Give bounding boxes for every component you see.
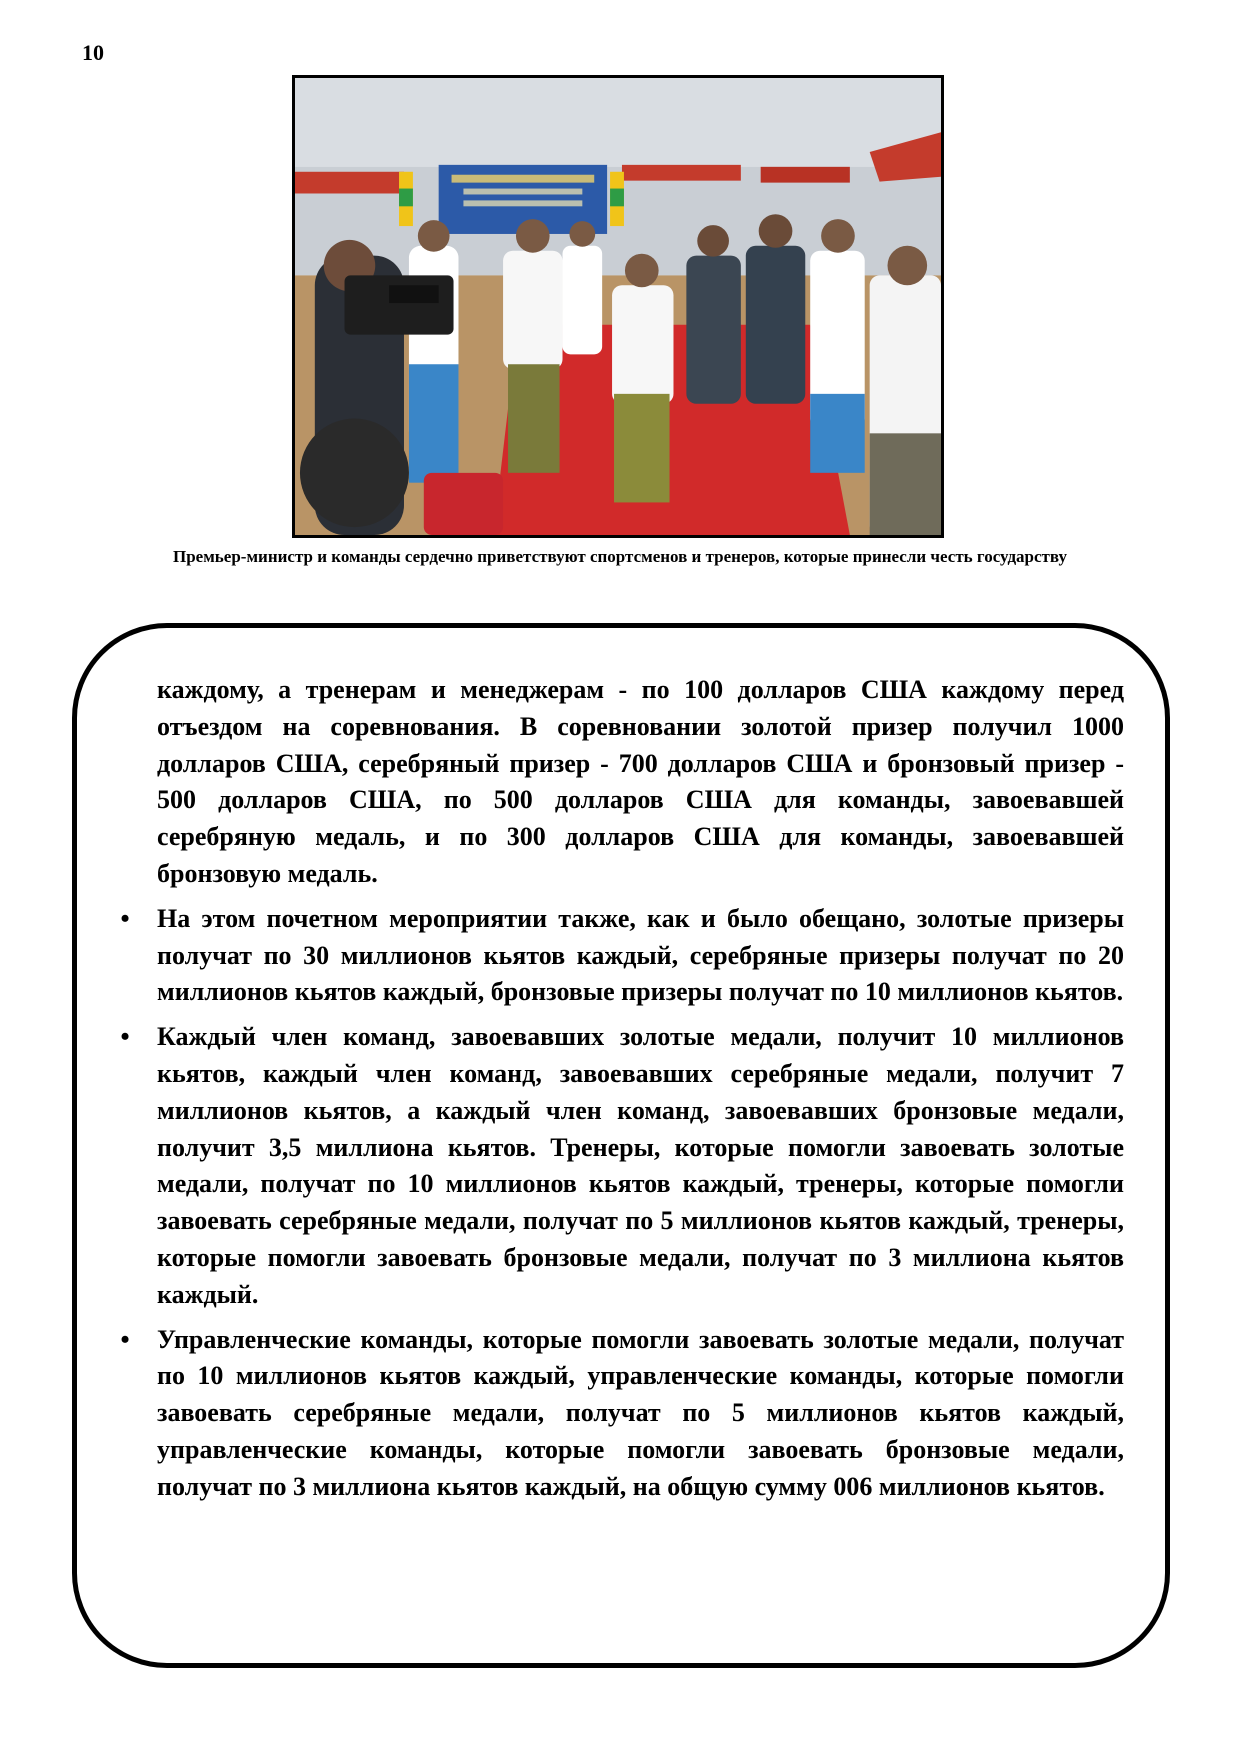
red-chair [424,473,503,535]
bullet-icon: • [120,1022,130,1052]
banner-stripe [452,175,595,183]
bullet-icon: • [120,1324,130,1354]
red-seats-center-right [761,167,850,183]
red-seats-left [295,172,404,194]
award-list [120,901,1124,1506]
list-item-text: Каждый член команд, завоевавших золотые медали, получит 10 миллионов кьятов, каждый член команд, завоевавших серебряные медали, получит 7 миллионов кьятов, а каждый член команд, завоевавших бронзовые медали, получит 3,5 миллиона кьятов. Тренеры, которые помогли завоевать золотые медали, получат по 10 миллионов кьятов каждый, тренеры, которые помогли завоевать серебряные медали, получат по 5 миллионов кьятов каждый, тренеры, которые помогли завоевать бронзовые медали, получат по 3 миллиона кьятов каждый. [157,1022,1124,1309]
list-item [120,901,1124,1011]
flag-right-band [610,189,624,207]
red-seats-center [622,165,741,181]
list-item [120,1019,1124,1313]
list-item-text: Управленческие команды, которые помогли завоевать золотые медали, получат по 10 миллионов кьятов каждый, управленческие команды, которые помогли завоевать серебряные медали, получат по 5 миллионов кьятов каждый, управленческие команды, которые помогли завоевать бронзовые медали, получат по 3 миллиона кьятов каждый, на общую сумму 006 миллионов кьятов. [157,1324,1124,1501]
bullet-icon: • [120,903,130,933]
event-photo-illustration [295,78,941,535]
list-item-text: На этом почетном мероприятии также, как и было обещано, золотые призеры получат по 30 миллионов кьятов каждый, серебряные призеры получат по 20 миллионов кьятов каждый, бронзовые призеры получат по 10 миллионов кьятов. [157,903,1124,1007]
banner-stripe [463,189,582,195]
hall-ceiling [295,78,941,167]
list-item [120,1322,1124,1506]
banner-stripe [463,200,582,206]
intro-paragraph: каждому, а тренерам и менеджерам - по 100 долларов США каждому перед отъездом на соревнования. В соревновании золотой призер получил 1000 долларов США, серебряный призер - 700 долларов США и бронзовый призер - 500 долларов США, по 500 долларов США для команды, завоевавшей серебряную медаль, и по 300 долларов США для команды, завоевавшей бронзовую медаль. [157,675,1124,888]
panel-text [120,672,1124,1514]
page-number: 10 [82,40,104,65]
photo-caption: Премьер-министр и команды сердечно приветствуют спортсменов и тренеров, которые принесли честь государству [172,547,1068,566]
flag-left-band [399,189,413,207]
event-photo [292,75,944,538]
